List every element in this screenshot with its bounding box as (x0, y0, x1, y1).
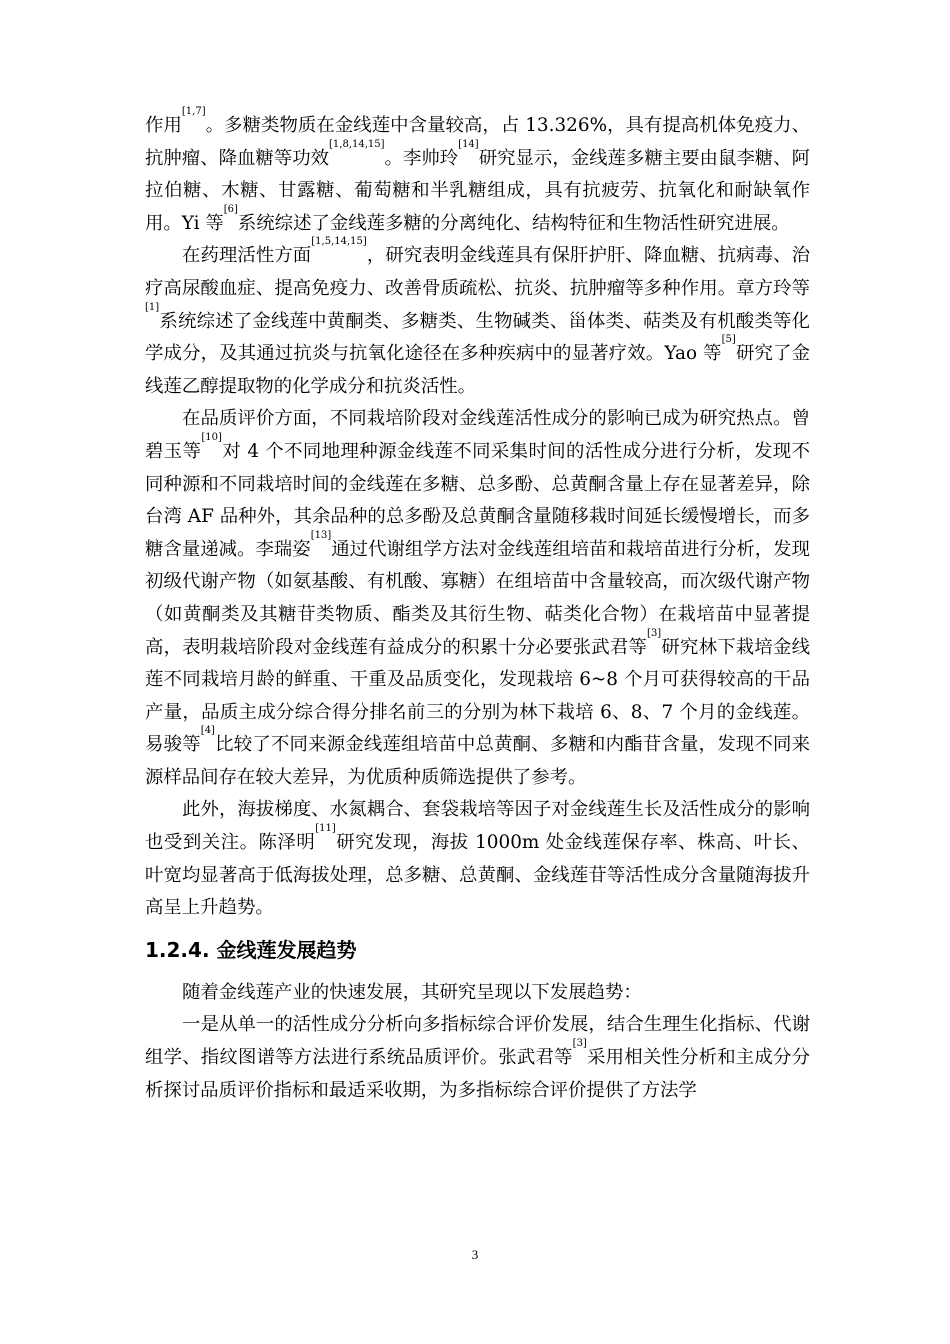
text-run: 研究显示，金线莲多糖主要由鼠李糖、阿拉伯糖、木糖、甘露糖、葡萄糖和半乳糖组成，具有抗疲劳、抗氧化和耐缺氧作用。Yi 等 (145, 147, 810, 234)
citation-ref: [3] (572, 1038, 587, 1050)
citation-ref: [1,8,14,15] (329, 138, 385, 150)
text-run: 在品质评价方面，不同栽培阶段对金线莲活性成分的影响已成为研究热点。曾碧玉等 (145, 408, 810, 462)
paragraph (145, 106, 810, 240)
text-run: 作用 (145, 115, 182, 136)
text-run: 对 4 个不同地理种源金线莲不同采集时间的活性成分进行分析，发现不同种源和不同栽培时间的金线莲在多糖、总多酚、总黄酮含量上存在显著差异，除台湾 AF 品种外，其余品种的总多酚及总黄酮含量随移栽时间延长缓慢增长，而多糖含量递减。李瑞姿 (145, 440, 810, 560)
text-run: 研究发现，海拔 1000m 处金线莲保存率、株高、叶长、叶宽均显著高于低海拔处理，总多糖、总黄酮、金线莲苷等活性成分含量随海拔升高呈上升趋势。 (145, 832, 810, 919)
text-run: 系统综述了金线莲多糖的分离纯化、结构特征和生物活性研究进展。 (237, 212, 790, 234)
text-run: 比较了不同来源金线莲组培苗中总黄酮、多糖和内酯苷含量，发现不同来源样品间存在较大差异，为优质种质筛选提供了参考。 (145, 734, 810, 788)
text-run: 。李帅玲 (384, 147, 459, 169)
section-heading: 1.2.4. 金线莲发展趋势 (145, 937, 357, 962)
paragraph (145, 236, 810, 403)
citation-ref: [1,7] (181, 106, 206, 117)
text-run: 系统综述了金线莲中黄酮类、多糖类、生物碱类、甾体类、萜类及有机酸类等化学成分，及其通过抗炎与抗氧化途径在多种疾病中的显著疗效。Yao 等 (145, 310, 810, 365)
paragraph (145, 977, 810, 1010)
citation-ref: [14] (458, 138, 479, 150)
citation-ref: [13] (310, 529, 332, 541)
paragraph (145, 1009, 810, 1107)
paragraph (145, 794, 810, 924)
citation-ref: [3] (647, 627, 662, 639)
text-run: ，研究表明金线莲具有保肝护肝、降血糖、抗病毒、治疗高尿酸血症、提高免疫力、改善骨质疏松、抗炎、抗肿瘤等多种作用。章方玲等 (145, 245, 810, 299)
text-run: 通过代谢组学方法对金线莲组培苗和栽培苗进行分析，发现初级代谢产物（如氨基酸、有机酸、寡糖）在组培苗中含量较高，而次级代谢产物（如黄酮类及其糖苷类物质、酯类及其衍生物、萜类化合物）在栽培苗中显著提高，表明栽培阶段对金线莲有益成分的积累十分必要张武君等 (145, 538, 810, 658)
document-body (145, 106, 810, 1107)
text-run: 研究林下栽培金线莲不同栽培月龄的鲜重、干重及品质变化，发现栽培 6~8 个月可获得较高的干品产量，品质主成分综合得分排名前三的分别为林下栽培 6、8、7 个月的金线莲。易骏等 (145, 636, 810, 756)
paragraph (145, 403, 810, 794)
citation-ref: [11] (315, 823, 336, 835)
citation-ref: [4] (200, 725, 215, 737)
text-run: 一是从单一的活性成分分析向多指标综合评价发展，结合生理生化指标、代谢组学、指纹图谱等方法进行系统品质评价。张武君等 (145, 1014, 810, 1069)
paragraph-group-2 (145, 977, 810, 1107)
text-run: 此外，海拔梯度、水氮耦合、套袋栽培等因子对金线莲生长及活性成分的影响也受到关注。陈泽明 (145, 799, 810, 854)
text-run: 采用相关性分析和主成分分析探讨品质评价指标和最适采收期，为多指标综合评价提供了方法学 (145, 1047, 810, 1101)
text-run: 在药理活性方面 (182, 245, 312, 267)
citation-ref: [10] (201, 431, 222, 443)
citation-ref: [6] (223, 203, 238, 215)
citation-ref: [1,5,14,15] (311, 236, 367, 248)
paragraph-group-1 (145, 106, 810, 925)
page-number: 3 (471, 1247, 479, 1262)
citation-ref: [1] (145, 301, 160, 313)
text-run: 研究了金线莲乙醇提取物的化学成分和抗炎活性。 (145, 343, 810, 397)
citation-ref: [5] (721, 334, 736, 346)
text-run: 。多糖类物质在金线莲中含量较高，占 13.326%，具有提高机体免疫力、抗肿瘤、降血糖等功效 (145, 115, 810, 169)
text-run: 随着金线莲产业的快速发展，其研究呈现以下发展趋势： (182, 981, 642, 1003)
